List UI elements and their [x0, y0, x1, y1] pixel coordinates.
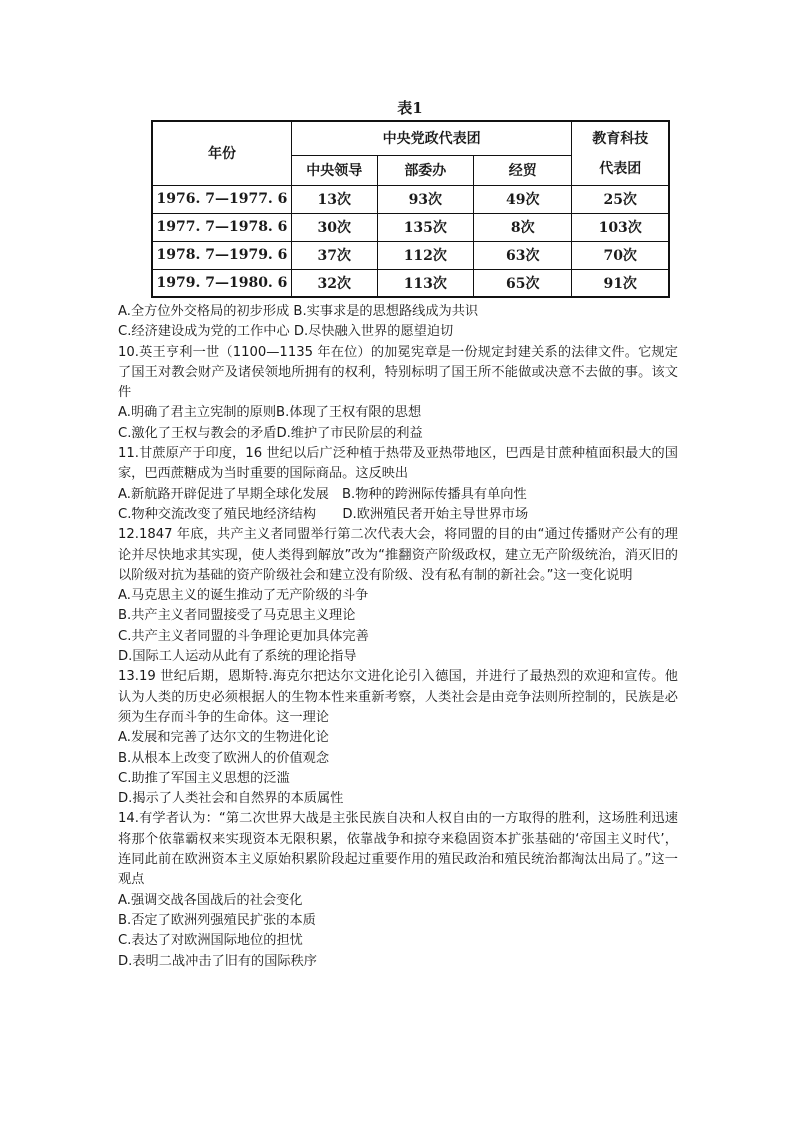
q9-options-cd: C.经济建设成为党的工作中心 D.尽快融入世界的愿望迫切 — [118, 324, 454, 340]
cell-ministry: 93次 — [377, 185, 474, 213]
cell-trade: 49次 — [474, 185, 572, 213]
cell-year: 1976. 7—1977. 6 — [152, 185, 291, 213]
q11-options-cd: C.物种交流改变了殖民地经济结构 D.欧洲殖民者开始主导世界市场 — [118, 506, 529, 522]
table-row — [152, 241, 669, 269]
cell-trade: 63次 — [474, 241, 572, 269]
cell-trade: 65次 — [474, 269, 572, 297]
cell-ministry: 135次 — [377, 213, 474, 241]
cell-central: 30次 — [291, 213, 377, 241]
q13-option-d: D.揭示了人类社会和自然界的本质属性 — [118, 791, 344, 807]
q13-option-b: B.从根本上改变了欧洲人的价值观念 — [118, 750, 330, 766]
delegation-table — [151, 120, 670, 298]
cell-ministry: 112次 — [377, 241, 474, 269]
cell-central: 37次 — [291, 241, 377, 269]
header-edu-sci — [572, 121, 669, 185]
header-central-group: 中央党政代表团 — [291, 121, 571, 155]
cell-ministry: 113次 — [377, 269, 474, 297]
q14-option-b: B.否定了欧洲列强殖民扩张的本质 — [118, 912, 316, 928]
header-central-leaders: 中央领导 — [291, 155, 377, 185]
q10-options-ab: A.明确了君主立宪制的原则B.体现了王权有限的思想 — [118, 405, 422, 421]
q14-option-d: D.表明二战冲击了旧有的国际秩序 — [118, 953, 317, 969]
cell-central: 32次 — [291, 269, 377, 297]
table-row — [152, 213, 669, 241]
cell-edu: 25次 — [572, 185, 669, 213]
cell-edu: 103次 — [572, 213, 669, 241]
q14-option-a: A.强调交战各国战后的社会变化 — [118, 892, 303, 908]
q9-options-ab: A.全方位外交格局的初步形成 B.实事求是的思想路线成为共识 — [118, 304, 479, 319]
q12-option-c: C.共产主义者同盟的斗争理论更加具体完善 — [118, 628, 369, 644]
header-econ-trade: 经贸 — [474, 155, 572, 185]
q13-stem: 13.19 世纪后期，恩斯特.海克尔把达尔文进化论引入德国，并进行了最热烈的欢迎和宣传。他认为人类的历史必须根据人的生物本性来重新考察，人类社会是由竞争法则所控制的，民族是必须为生存而斗争的生命体。这一理论 — [118, 669, 678, 725]
header-ministries: 部委办 — [377, 155, 474, 185]
table-caption: 表1 — [397, 99, 423, 117]
cell-year: 1977. 7—1978. 6 — [152, 213, 291, 241]
cell-trade: 8次 — [474, 213, 572, 241]
header-edu-sci-line2: 代表团 — [599, 161, 642, 178]
cell-year: 1978. 7—1979. 6 — [152, 241, 291, 269]
table-row — [152, 185, 669, 213]
q10-options-cd: C.激化了王权与教会的矛盾D.维护了市民阶层的利益 — [118, 425, 423, 441]
q14-stem: 14.有学者认为：“第二次世界大战是主张民族自决和人权自由的一方取得的胜利，这场胜利迅速将那个依靠霸权来实现资本无限积累，依靠战争和掠夺来稳固资本扩张基础的‘帝国主义时代’，连同此前在欧洲资本主义原始积累阶段起过重要作用的殖民政治和殖民统治都淘汰出局了。”这一观点 — [118, 811, 678, 888]
q11-stem: 11.甘蔗原产于印度，16 世纪以后广泛种植于热带及亚热带地区，巴西是甘蔗种植面积最大的国家，巴西蔗糖成为当时重要的国际商品。这反映出 — [118, 446, 678, 482]
questions-body — [118, 302, 678, 972]
cell-edu: 70次 — [572, 241, 669, 269]
q12-stem: 12.1847 年底，共产主义者同盟举行第二次代表大会，将同盟的目的由“通过传播财产公有的理论并尽快地求其实现，使人类得到解放”改为“推翻资产阶级政权，建立无产阶级统治，消灭旧的以阶级对抗为基础的资产阶级社会和建立没有阶级、没有私有制的新社会。”这一变化说明 — [118, 527, 678, 583]
q13-option-c: C.助推了军国主义思想的泛滥 — [118, 770, 290, 786]
q12-option-a: A.马克思主义的诞生推动了无产阶级的斗争 — [118, 588, 369, 604]
cell-edu: 91次 — [572, 269, 669, 297]
q14-option-c: C.表达了对欧洲国际地位的担忧 — [118, 933, 303, 949]
q11-options-ab: A.新航路开辟促进了早期全球化发展 B.物种的跨洲际传播具有单向性 — [118, 486, 527, 502]
q13-option-a: A.发展和完善了达尔文的生物进化论 — [118, 730, 329, 746]
q12-option-d: D.国际工人运动从此有了系统的理论指导 — [118, 649, 357, 665]
cell-year: 1979. 7—1980. 6 — [152, 269, 291, 297]
header-edu-sci-line1: 教育科技 — [592, 131, 649, 148]
q12-option-b: B.共产主义者同盟接受了马克思主义理论 — [118, 608, 356, 624]
header-year: 年份 — [152, 121, 291, 185]
table-row — [152, 269, 669, 297]
q10-stem: 10.英王亨利一世（1100—1135 年在位）的加冕宪章是一份规定封建关系的法律文件。它规定了国王对教会财产及诸侯领地所拥有的权利，特别标明了国王所不能做或决意不去做的事。该文件 — [118, 344, 678, 401]
cell-central: 13次 — [291, 185, 377, 213]
